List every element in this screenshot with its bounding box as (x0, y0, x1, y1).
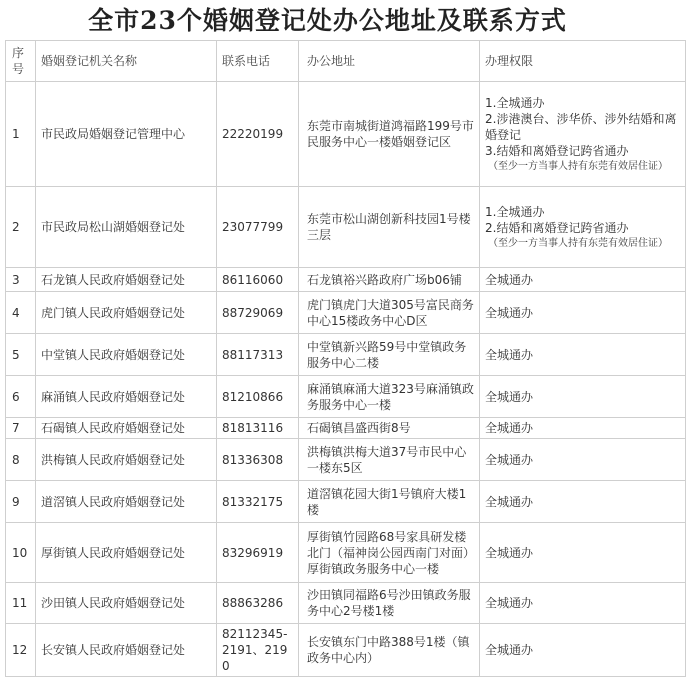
row-name: 洪梅镇人民政府婚姻登记处 (36, 439, 217, 481)
row-name: 虎门镇人民政府婚姻登记处 (36, 292, 217, 334)
table-row (6, 82, 686, 187)
row-address: 厚街镇竹园路68号家具研发楼北门（福神岗公园西南门对面）厚街镇政务服务中心一楼 (299, 523, 480, 583)
row-phone: 23077799 (217, 187, 299, 268)
row-permission (480, 334, 686, 376)
row-permission (480, 523, 686, 583)
row-permission (480, 624, 686, 677)
table-row (6, 624, 686, 677)
row-no: 2 (6, 187, 36, 268)
row-no: 11 (6, 583, 36, 624)
header-name: 婚姻登记机关名称 (36, 41, 217, 82)
row-permission (480, 292, 686, 334)
row-name: 中堂镇人民政府婚姻登记处 (36, 334, 217, 376)
registry-table-container (5, 40, 677, 678)
row-permission (480, 439, 686, 481)
row-phone: 86116060 (217, 268, 299, 292)
row-phone: 88863286 (217, 583, 299, 624)
row-permission (480, 268, 686, 292)
permission-line: 全城通办 (485, 545, 534, 560)
row-permission (480, 481, 686, 523)
row-phone: 83296919 (217, 523, 299, 583)
permission-line: 全城通办 (485, 452, 534, 467)
permission-line: （至少一方当事人持有东莞有效居住证） (488, 160, 668, 172)
permission-line: 全城通办 (485, 347, 534, 362)
row-address: 石龙镇裕兴路政府广场b06铺 (299, 268, 480, 292)
permission-line: 全城通办 (485, 389, 534, 404)
permission-line: 全城通办 (485, 596, 534, 610)
header-no: 序号 (6, 41, 36, 82)
row-address: 石碣镇昌盛西街8号 (299, 418, 480, 439)
table-body (6, 82, 686, 677)
permission-line: 2.涉港澳台、涉华侨、涉外结婚和离婚登记 (485, 111, 677, 142)
row-phone: 82112345-2191、2190 (217, 624, 299, 677)
row-permission (480, 187, 686, 268)
table-row (6, 376, 686, 418)
table-row (6, 523, 686, 583)
row-name: 沙田镇人民政府婚姻登记处 (36, 583, 217, 624)
row-phone: 81336308 (217, 439, 299, 481)
row-no: 5 (6, 334, 36, 376)
row-no: 3 (6, 268, 36, 292)
row-permission (480, 418, 686, 439)
row-no: 10 (6, 523, 36, 583)
table-row (6, 583, 686, 624)
row-phone: 22220199 (217, 82, 299, 187)
row-no: 6 (6, 376, 36, 418)
header-phone: 联系电话 (217, 41, 299, 82)
table-row (6, 439, 686, 481)
permission-line: 全城通办 (485, 494, 534, 509)
permission-line: 全城通办 (485, 643, 534, 657)
table-row (6, 268, 686, 292)
permission-line: 全城通办 (485, 305, 534, 320)
row-phone: 81332175 (217, 481, 299, 523)
row-name: 长安镇人民政府婚姻登记处 (36, 624, 217, 677)
row-phone: 81210866 (217, 376, 299, 418)
registry-table (5, 40, 686, 677)
row-no: 9 (6, 481, 36, 523)
row-address: 东莞市松山湖创新科技园1号楼三层 (299, 187, 480, 268)
row-name: 石碣镇人民政府婚姻登记处 (36, 418, 217, 439)
row-phone: 81813116 (217, 418, 299, 439)
row-address: 沙田镇同福路6号沙田镇政务服务中心2号楼1楼 (299, 583, 480, 624)
header-permission: 办理权限 (480, 41, 686, 82)
row-name: 厚街镇人民政府婚姻登记处 (36, 523, 217, 583)
permission-line: 全城通办 (485, 272, 534, 287)
row-no: 12 (6, 624, 36, 677)
row-address: 麻涌镇麻涌大道323号麻涌镇政务服务中心一楼 (299, 376, 480, 418)
page-title: 全市23个婚姻登记处办公地址及联系方式 (88, 6, 567, 35)
table-row (6, 292, 686, 334)
row-address: 洪梅镇洪梅大道37号市民中心一楼东5区 (299, 439, 480, 481)
row-phone: 88117313 (217, 334, 299, 376)
row-address: 虎门镇虎门大道305号富民商务中心15楼政务中心D区 (299, 292, 480, 334)
permission-line: （至少一方当事人持有东莞有效居住证） (488, 237, 668, 249)
table-row (6, 334, 686, 376)
row-no: 4 (6, 292, 36, 334)
row-address: 长安镇东门中路388号1楼（镇政务中心内） (299, 624, 480, 677)
permission-line: 2.结婚和离婚登记跨省通办 (485, 220, 629, 235)
row-no: 1 (6, 82, 36, 187)
row-phone: 88729069 (217, 292, 299, 334)
table-row (6, 481, 686, 523)
permission-line: 3.结婚和离婚登记跨省通办 (485, 143, 629, 158)
row-address: 中堂镇新兴路59号中堂镇政务服务中心二楼 (299, 334, 480, 376)
row-address: 东莞市南城街道鸿福路199号市民服务中心一楼婚姻登记区 (299, 82, 480, 187)
row-permission (480, 583, 686, 624)
table-row (6, 418, 686, 439)
row-permission (480, 376, 686, 418)
row-name: 麻涌镇人民政府婚姻登记处 (36, 376, 217, 418)
permission-line: 1.全城通办 (485, 95, 545, 110)
row-no: 8 (6, 439, 36, 481)
permission-line: 全城通办 (485, 421, 534, 435)
header-address: 办公地址 (299, 41, 480, 82)
row-permission (480, 82, 686, 187)
row-address: 道滘镇花园大街1号镇府大楼1楼 (299, 481, 480, 523)
row-name: 道滘镇人民政府婚姻登记处 (36, 481, 217, 523)
row-no: 7 (6, 418, 36, 439)
row-name: 石龙镇人民政府婚姻登记处 (36, 268, 217, 292)
row-name: 市民政局松山湖婚姻登记处 (36, 187, 217, 268)
table-row (6, 187, 686, 268)
row-name: 市民政局婚姻登记管理中心 (36, 82, 217, 187)
table-header-row (6, 41, 686, 82)
permission-line: 1.全城通办 (485, 204, 545, 219)
